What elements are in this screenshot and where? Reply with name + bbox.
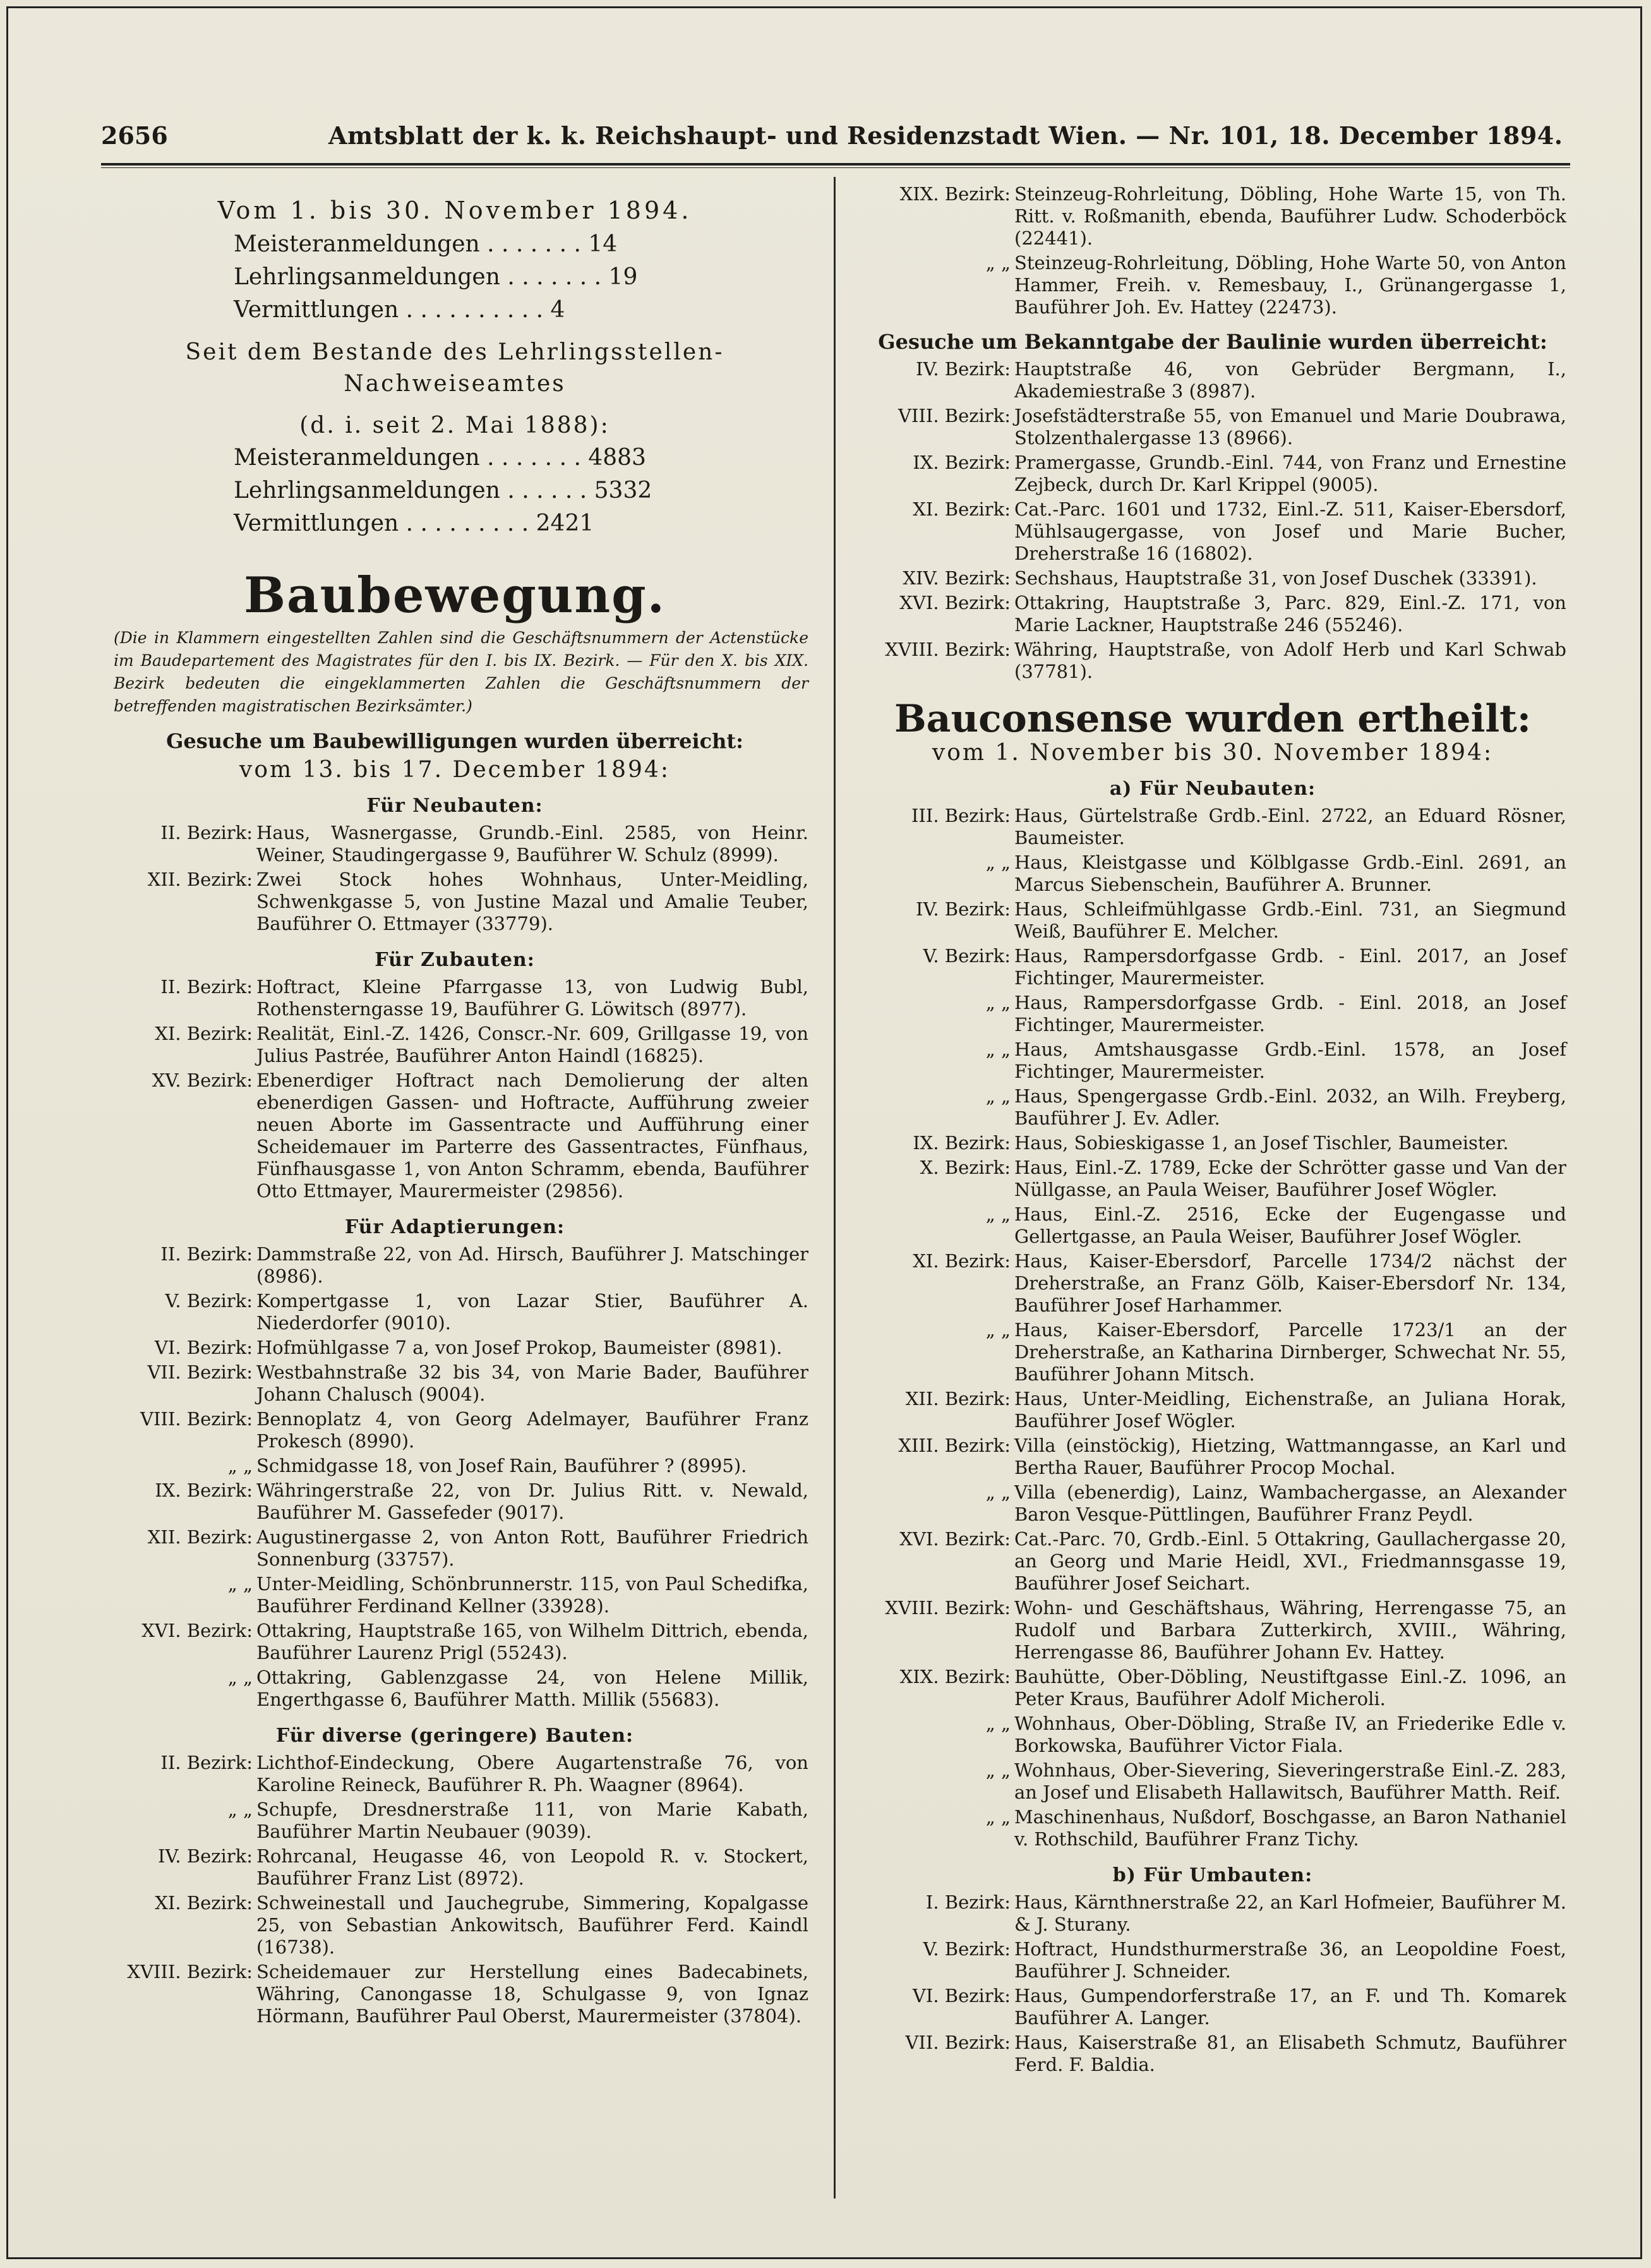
- list-item: [101, 1023, 808, 1067]
- district-label: „ „: [227, 1799, 253, 1820]
- consense-date: vom 1. November bis 30. November 1894:: [932, 740, 1494, 766]
- gesuche-date: vom 13. bis 17. December 1894:: [239, 757, 670, 783]
- list-item: [101, 1455, 808, 1477]
- district-label: XI. Bezirk:: [155, 1892, 253, 1914]
- district-label: „ „: [985, 1759, 1011, 1781]
- list-item: [859, 1132, 1566, 1154]
- list-item: [859, 1435, 1566, 1479]
- district-label: III. Bezirk:: [911, 805, 1011, 826]
- district-label: „ „: [985, 852, 1011, 873]
- list-item: [101, 1526, 808, 1571]
- umbauten-heading: b) Für Umbauten:: [1112, 1864, 1313, 1886]
- list-item: [859, 805, 1566, 849]
- entry-text: Haus, Kleistgasse und Kölblgasse Grdb.-Einl. 2691, an Marcus Siebenschein, Bauführer A. Brunner.: [1014, 852, 1566, 895]
- district-label: XVIII. Bezirk:: [885, 639, 1011, 660]
- list-item: [859, 852, 1566, 896]
- column-divider: [834, 177, 836, 2199]
- section-entries: [101, 1752, 808, 2027]
- entry-text: Ottakring, Gablenzgasse 24, von Helene Millik, Engerthgasse 6, Bauführer Matth. Millik (55683).: [256, 1667, 808, 1710]
- list-item: [859, 1319, 1566, 1385]
- stat-value: 4: [550, 297, 565, 323]
- district-label: „ „: [227, 1667, 253, 1688]
- district-label: „ „: [985, 1319, 1011, 1341]
- list-item: [859, 1666, 1566, 1710]
- entry-text: Haus, Gumpendorferstraße 17, an F. und Th. Komarek Bauführer A. Langer.: [1014, 1985, 1566, 2029]
- district-label: „ „: [985, 992, 1011, 1013]
- list-item: [101, 1573, 808, 1617]
- list-item: [859, 183, 1566, 250]
- list-item: [101, 1799, 808, 1843]
- right-top-entries: [859, 183, 1566, 318]
- district-label: XVI. Bezirk:: [899, 592, 1011, 613]
- header-rule-thin: [101, 167, 1570, 168]
- stat-row: [101, 261, 808, 294]
- district-label: VII. Bezirk:: [147, 1361, 253, 1383]
- since-stat-row: [101, 507, 808, 540]
- stat-label: Vermittlungen . . . . . . . . . .: [234, 297, 551, 323]
- entry-text: Augustinergasse 2, von Anton Rott, Bauführer Friedrich Sonnenburg (33757).: [256, 1526, 808, 1570]
- stat-label: Lehrlingsanmeldungen . . . . . . .: [234, 264, 609, 290]
- entry-text: Schmidgasse 18, von Josef Rain, Bauführer ? (8995).: [256, 1455, 747, 1476]
- stat-row: [101, 294, 808, 327]
- district-label: V. Bezirk:: [165, 1290, 253, 1312]
- district-label: „ „: [985, 1203, 1011, 1225]
- list-item: [859, 1157, 1566, 1201]
- list-item: [101, 1361, 808, 1406]
- list-item: [101, 1290, 808, 1334]
- section-heading: Für Neubauten:: [366, 795, 543, 817]
- entry-text: Villa (ebenerdig), Lainz, Wambachergasse, an Alexander Baron Vesque-Püttlingen, Bauführer Franz Peydl.: [1014, 1481, 1566, 1525]
- since-stat-label: Meisteranmeldungen . . . . . . .: [234, 445, 589, 471]
- entry-text: Cat.-Parc. 70, Grdb.-Einl. 5 Ottakring, Gaullachergasse 20, an Georg und Marie Heidl, XVI., Friedmannsgasse 19, Bauführer Josef Seichart.: [1014, 1528, 1566, 1594]
- entry-text: Haus, Kaiser-Ebersdorf, Parcelle 1723/1 an der Dreherstraße, an Katharina Dirnberger, Schwechat Nr. 55, Bauführer Johann Mitsch.: [1014, 1319, 1566, 1385]
- left-column: [101, 183, 808, 2030]
- district-label: „ „: [985, 1481, 1011, 1503]
- district-label: IX. Bezirk:: [155, 1480, 253, 1501]
- district-label: „ „: [985, 1713, 1011, 1734]
- since-stat-label: Lehrlingsanmeldungen . . . . . .: [234, 478, 594, 504]
- district-label: XI. Bezirk:: [913, 498, 1011, 520]
- entry-text: Haus, Rampersdorfgasse Grdb. - Einl. 2018, an Josef Fichtinger, Maurermeister.: [1014, 992, 1566, 1035]
- district-label: II. Bezirk:: [160, 822, 253, 843]
- gesuche-heading: Gesuche um Baubewilligungen wurden überreicht:: [166, 729, 743, 753]
- entry-text: Hofmühlgasse 7 a, von Josef Prokop, Baumeister (8981).: [256, 1337, 783, 1358]
- masthead: Amtsblatt der k. k. Reichshaupt- und Residenzstadt Wien. — Nr. 101, 18. December 1894.: [328, 121, 1563, 150]
- district-label: V. Bezirk:: [923, 945, 1011, 967]
- entry-text: Scheidemauer zur Herstellung eines Badecabinets, Währing, Canongasse 18, Schulgasse 9, von Ignaz Hörmann, Bauführer Paul Oberst, Maurermeister (37804).: [256, 1961, 808, 2027]
- section-entries: [101, 1243, 808, 1711]
- list-item: [859, 1388, 1566, 1432]
- list-item: [101, 1243, 808, 1288]
- since-stat-value: 5332: [594, 478, 652, 504]
- explanatory-note: (Die in Klammern eingestellten Zahlen sind die Geschäftsnummern der Actenstücke im Baudepartement des Magistrates für den I. bis IX. Bezirk. — Für den X. bis XIX. Bezirk bedeuten die eingeklammerten Zahlen die Geschäftsnummern der betreffenden magistratischen Bezirksämter.): [114, 629, 808, 715]
- entry-text: Sechshaus, Hauptstraße 31, von Josef Duschek (33391).: [1014, 567, 1537, 589]
- entry-text: Cat.-Parc. 1601 und 1732, Einl.-Z. 511, Kaiser-Ebersdorf, Mühlsaugergasse, von Josef und Marie Bucher, Dreherstraße 16 (16802).: [1014, 498, 1566, 564]
- district-label: „ „: [985, 1085, 1011, 1107]
- list-item: [859, 1891, 1566, 1936]
- entry-text: Ebenerdiger Hoftract nach Demolierung der alten ebenerdigen Gassen- und Hoftracte, Aufführung zweier neuen Aborte im Gassentracte und Aufführung einer Scheidemauer im Parterre des Gassentractes, Fünfhaus, Fünfhausgasse 1, von Anton Schramm, ebenda, Bauführer Otto Ettmayer, Maurermeister (29856).: [256, 1070, 808, 1202]
- list-item: [859, 252, 1566, 318]
- district-label: XI. Bezirk:: [155, 1023, 253, 1044]
- entry-text: Maschinenhaus, Nußdorf, Boschgasse, an Baron Nathaniel v. Rothschild, Bauführer Franz Tichy.: [1014, 1806, 1566, 1850]
- consense-title: Bauconsense wurden ertheilt:: [894, 697, 1532, 741]
- list-item: [859, 1203, 1566, 1248]
- left-sections: [101, 795, 808, 2027]
- district-label: V. Bezirk:: [923, 1938, 1011, 1960]
- entry-text: Haus, Sobieskigasse 1, an Josef Tischler, Baumeister.: [1014, 1132, 1509, 1154]
- baulinie-heading: Gesuche um Bekanntgabe der Baulinie wurden überreicht:: [878, 330, 1547, 354]
- list-item: [859, 592, 1566, 636]
- page-number: 2656: [101, 121, 168, 150]
- entry-text: Rohrcanal, Heugasse 46, von Leopold R. v. Stockert, Bauführer Franz List (8972).: [256, 1845, 808, 1889]
- entry-text: Haus, Unter-Meidling, Eichenstraße, an Juliana Horak, Bauführer Josef Wögler.: [1014, 1388, 1566, 1432]
- stats-period: Vom 1. bis 30. November 1894.: [217, 196, 692, 224]
- entry-text: Hoftract, Hundsthurmerstraße 36, an Leopoldine Foest, Bauführer J. Schneider.: [1014, 1938, 1566, 1982]
- neubauten-heading: a) Für Neubauten:: [1109, 778, 1316, 800]
- district-label: „ „: [985, 1806, 1011, 1828]
- list-item: [859, 1713, 1566, 1757]
- list-item: [859, 992, 1566, 1036]
- district-label: II. Bezirk:: [160, 976, 253, 998]
- entry-text: Ottakring, Hauptstraße 3, Parc. 829, Einl.-Z. 171, von Marie Lackner, Hauptstraße 246 (55246).: [1014, 592, 1566, 636]
- list-item: [101, 822, 808, 866]
- list-item: [101, 1892, 808, 1958]
- district-label: XII. Bezirk:: [905, 1388, 1011, 1409]
- district-label: XIX. Bezirk:: [899, 183, 1011, 205]
- district-label: XII. Bezirk:: [147, 1526, 253, 1548]
- district-label: IX. Bezirk:: [913, 452, 1011, 473]
- stat-row: [101, 228, 808, 261]
- list-item: [859, 898, 1566, 943]
- list-item: [101, 1408, 808, 1452]
- right-column: [859, 183, 1566, 2078]
- district-label: II. Bezirk:: [160, 1752, 253, 1773]
- district-label: „ „: [985, 252, 1011, 274]
- list-item: [101, 1752, 808, 1796]
- list-item: [101, 1337, 808, 1359]
- entry-text: Haus, Gürtelstraße Grdb.-Einl. 2722, an Eduard Rösner, Baumeister.: [1014, 805, 1566, 848]
- list-item: [859, 1759, 1566, 1804]
- list-item: [859, 2032, 1566, 2076]
- neubauten-entries: [859, 805, 1566, 1850]
- list-item: [859, 1085, 1566, 1130]
- section-title-baubewegung: Baubewegung.: [244, 567, 666, 624]
- entry-text: Haus, Kaiserstraße 81, an Elisabeth Schmutz, Bauführer Ferd. F. Baldia.: [1014, 2032, 1566, 2075]
- entry-text: Haus, Spengergasse Grdb.-Einl. 2032, an Wilh. Freyberg, Bauführer J. Ev. Adler.: [1014, 1085, 1566, 1129]
- stat-label: Meisteranmeldungen . . . . . . .: [234, 231, 589, 257]
- district-label: XVI. Bezirk:: [141, 1620, 253, 1641]
- entry-text: Schweinestall und Jauchegrube, Simmering, Kopalgasse 25, von Sebastian Ankowitsch, Bauführer Ferd. Kaindl (16738).: [256, 1892, 808, 1958]
- entry-text: Haus, Kaiser-Ebersdorf, Parcelle 1734/2 nächst der Dreherstraße, an Franz Gölb, Kaiser-Ebersdorf Nr. 134, Bauführer Josef Harhammer.: [1014, 1250, 1566, 1316]
- district-label: VI. Bezirk:: [154, 1337, 253, 1358]
- list-item: [859, 1597, 1566, 1663]
- entry-text: Pramergasse, Grundb.-Einl. 744, von Franz und Ernestine Zejbeck, durch Dr. Karl Krippel (9005).: [1014, 452, 1566, 495]
- list-item: [101, 1620, 808, 1664]
- district-label: VI. Bezirk:: [912, 1985, 1011, 2006]
- list-item: [101, 869, 808, 935]
- entry-text: Realität, Einl.-Z. 1426, Conscr.-Nr. 609, Grillgasse 19, von Julius Pastrée, Bauführer Anton Haindl (16825).: [256, 1023, 808, 1066]
- baulinie-entries: [859, 358, 1566, 683]
- stats-rows: [101, 228, 808, 327]
- entry-text: Haus, Amtshausgasse Grdb.-Einl. 1578, an Josef Fichtinger, Maurermeister.: [1014, 1039, 1566, 1082]
- entry-text: Kompertgasse 1, von Lazar Stier, Bauführer A. Niederdorfer (9010).: [256, 1290, 808, 1334]
- entry-text: Lichthof-Eindeckung, Obere Augartenstraße 76, von Karoline Reineck, Bauführer R. Ph. Waagner (8964).: [256, 1752, 808, 1795]
- list-item: [859, 452, 1566, 496]
- entry-text: Haus, Einl.-Z. 2516, Ecke der Eugengasse und Gellertgasse, an Paula Weiser, Bauführer Josef Wögler.: [1014, 1203, 1566, 1247]
- stats-since-sub: (d. i. seit 2. Mai 1888):: [299, 413, 610, 438]
- list-item: [859, 1938, 1566, 1982]
- umbauten-entries: [859, 1891, 1566, 2076]
- district-label: I. Bezirk:: [925, 1891, 1011, 1913]
- entry-text: Währing, Hauptstraße, von Adolf Herb und Karl Schwab (37781).: [1014, 639, 1566, 682]
- district-label: XIV. Bezirk:: [903, 567, 1011, 589]
- list-item: [859, 945, 1566, 989]
- district-label: XV. Bezirk:: [152, 1070, 253, 1091]
- list-item: [101, 1480, 808, 1524]
- entry-text: Hoftract, Kleine Pfarrgasse 13, von Ludwig Bubl, Rothensterngasse 19, Bauführer G. Löwitsch (8977).: [256, 976, 808, 1020]
- district-label: IV. Bezirk:: [158, 1845, 253, 1867]
- entry-text: Zwei Stock hohes Wohnhaus, Unter-Meidling, Schwenkgasse 5, von Justine Mazal und Amalie Teuber, Bauführer O. Ettmayer (33779).: [256, 869, 808, 934]
- district-label: XI. Bezirk:: [913, 1250, 1011, 1272]
- district-label: XIII. Bezirk:: [898, 1435, 1011, 1456]
- list-item: [859, 1250, 1566, 1317]
- entry-text: Unter-Meidling, Schönbrunnerstr. 115, von Paul Schedifka, Bauführer Ferdinand Kellner (33928).: [256, 1573, 808, 1617]
- entry-text: Haus, Kärnthnerstraße 22, an Karl Hofmeier, Bauführer M. & J. Sturany.: [1014, 1891, 1566, 1935]
- list-item: [101, 1667, 808, 1711]
- list-item: [859, 358, 1566, 402]
- district-label: II. Bezirk:: [160, 1243, 253, 1265]
- district-label: X. Bezirk:: [920, 1157, 1011, 1178]
- entry-text: Ottakring, Hauptstraße 165, von Wilhelm Dittrich, ebenda, Bauführer Laurenz Prigl (55243).: [256, 1620, 808, 1663]
- list-item: [101, 1961, 808, 2027]
- stats-since-rows: [101, 442, 808, 540]
- header-rule: [101, 163, 1570, 166]
- entry-text: Steinzeug-Rohrleitung, Döbling, Hohe Warte 15, von Th. Ritt. v. Roßmanith, ebenda, Bauführer Ludw. Schoderböck (22441).: [1014, 183, 1566, 249]
- district-label: XIX. Bezirk:: [899, 1666, 1011, 1687]
- district-label: XVI. Bezirk:: [899, 1528, 1011, 1550]
- entry-text: Wohn- und Geschäftshaus, Währing, Herrengasse 75, an Rudolf und Barbara Zutterkirch, XVIII., Währing, Herrengasse 86, Bauführer Johann Ev. Hattey.: [1014, 1597, 1566, 1663]
- district-label: IV. Bezirk:: [916, 358, 1011, 380]
- list-item: [859, 1481, 1566, 1526]
- since-stat-value: 2421: [536, 510, 594, 536]
- list-item: [859, 498, 1566, 565]
- district-label: XVIII. Bezirk:: [127, 1961, 253, 1982]
- entry-text: Wohnhaus, Ober-Sievering, Sieveringerstraße Einl.-Z. 283, an Josef und Elisabeth Hallawitsch, Bauführer Matth. Reif.: [1014, 1759, 1566, 1803]
- entry-text: Josefstädterstraße 55, von Emanuel und Marie Doubrawa, Stolzenthalergasse 13 (8966).: [1014, 405, 1566, 449]
- entry-text: Bennoplatz 4, von Georg Adelmayer, Bauführer Franz Prokesch (8990).: [256, 1408, 808, 1452]
- since-stat-value: 4883: [588, 445, 646, 471]
- list-item: [101, 1845, 808, 1890]
- stat-value: 19: [608, 264, 638, 290]
- stat-value: 14: [588, 231, 618, 257]
- district-label: VIII. Bezirk:: [140, 1408, 253, 1430]
- section-heading: Für Zubauten:: [375, 949, 535, 971]
- list-item: [859, 1528, 1566, 1595]
- section-heading: Für diverse (geringere) Bauten:: [275, 1725, 634, 1747]
- entry-text: Haus, Rampersdorfgasse Grdb. - Einl. 2017, an Josef Fichtinger, Maurermeister.: [1014, 945, 1566, 989]
- entry-text: Bauhütte, Ober-Döbling, Neustiftgasse Einl.-Z. 1096, an Peter Kraus, Bauführer Adolf Micheroli.: [1014, 1666, 1566, 1710]
- since-stat-label: Vermittlungen . . . . . . . . .: [234, 510, 536, 536]
- district-label: VIII. Bezirk:: [898, 405, 1011, 426]
- list-item: [859, 405, 1566, 449]
- district-label: IV. Bezirk:: [916, 898, 1011, 920]
- page-header: [101, 121, 1563, 154]
- list-item: [859, 1985, 1566, 2029]
- district-label: XII. Bezirk:: [147, 869, 253, 890]
- entry-text: Wohnhaus, Ober-Döbling, Straße IV, an Friederike Edle v. Borkowska, Bauführer Victor Fiala.: [1014, 1713, 1566, 1756]
- district-label: „ „: [985, 1039, 1011, 1060]
- section-heading: Für Adaptierungen:: [344, 1216, 565, 1238]
- list-item: [859, 1806, 1566, 1850]
- entry-text: Westbahnstraße 32 bis 34, von Marie Bader, Bauführer Johann Chalusch (9004).: [256, 1361, 808, 1405]
- since-stat-row: [101, 474, 808, 507]
- section-entries: [101, 822, 808, 935]
- district-label: „ „: [227, 1573, 253, 1595]
- entry-text: Währingerstraße 22, von Dr. Julius Ritt. v. Newald, Bauführer M. Gassefeder (9017).: [256, 1480, 808, 1523]
- section-entries: [101, 976, 808, 1202]
- entry-text: Steinzeug-Rohrleitung, Döbling, Hohe Warte 50, von Anton Hammer, Freih. v. Remesbauy, I., Grünangergasse 1, Bauführer Joh. Ev. Hattey (22473).: [1014, 252, 1566, 318]
- district-label: VII. Bezirk:: [905, 2032, 1011, 2053]
- district-label: XVIII. Bezirk:: [885, 1597, 1011, 1619]
- list-item: [101, 976, 808, 1020]
- entry-text: Hauptstraße 46, von Gebrüder Bergmann, I., Akademiestraße 3 (8987).: [1014, 358, 1566, 402]
- since-stat-row: [101, 442, 808, 474]
- list-item: [859, 639, 1566, 683]
- district-label: IX. Bezirk:: [913, 1132, 1011, 1154]
- entry-text: Haus, Wasnergasse, Grundb.-Einl. 2585, von Heinr. Weiner, Staudingergasse 9, Bauführer W. Schulz (8999).: [256, 822, 808, 866]
- list-item: [101, 1070, 808, 1202]
- entry-text: Haus, Einl.-Z. 1789, Ecke der Schrötter gasse und Van der Nüllgasse, an Paula Weiser, Bauführer Josef Wögler.: [1014, 1157, 1566, 1200]
- entry-text: Schupfe, Dresdnerstraße 111, von Marie Kabath, Bauführer Martin Neubauer (9039).: [256, 1799, 808, 1842]
- stats-since-title: Seit dem Bestande des Lehrlingsstellen-Nachweiseamtes: [185, 339, 724, 397]
- entry-text: Dammstraße 22, von Ad. Hirsch, Bauführer J. Matschinger (8986).: [256, 1243, 808, 1287]
- district-label: „ „: [227, 1455, 253, 1476]
- entry-text: Haus, Schleifmühlgasse Grdb.-Einl. 731, an Siegmund Weiß, Bauführer E. Melcher.: [1014, 898, 1566, 942]
- list-item: [859, 567, 1566, 589]
- list-item: [859, 1039, 1566, 1083]
- entry-text: Villa (einstöckig), Hietzing, Wattmanngasse, an Karl und Bertha Rauer, Bauführer Procop Mochal.: [1014, 1435, 1566, 1478]
